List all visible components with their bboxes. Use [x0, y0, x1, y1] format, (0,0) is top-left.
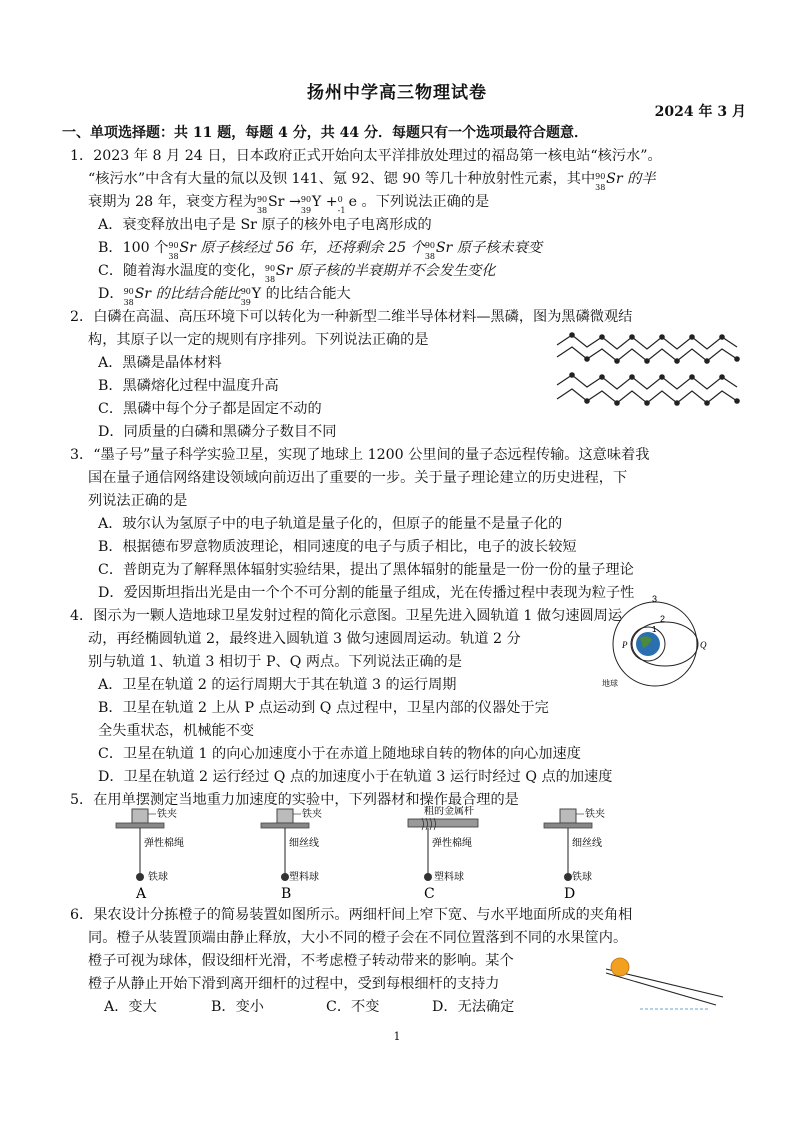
point-p-label: P [622, 640, 628, 650]
c-ball-label: 塑料球 [434, 872, 464, 883]
q6-option-a: A．变大 [104, 999, 157, 1015]
point-q-label: Q [700, 640, 707, 650]
q2-option-c: C．黑磷中每个分子都是固定不动的 [98, 401, 322, 417]
q1-option-c: C．随着海水温度的变化， 90 38 Sr 原子核的半衰期并不会发生变化 [98, 263, 496, 284]
orbit2-label: 2 [660, 614, 666, 624]
q3-option-c: C．普朗克为了解释黑体辐射实验结果，提出了黑体辐射的能量是一份一份的量子理论 [98, 562, 634, 578]
q4-option-b-cont: 全失重状态，机械能不变 [98, 723, 255, 739]
q4-option-d: D．卫星在轨道 2 运行经过 Q 点的加速度小于在轨道 3 运行时经过 Q 点的加速度 [98, 769, 613, 785]
pendulum-d [544, 807, 605, 902]
q2-option-d: D．同质量的白磷和黑磷分子数目不同 [98, 424, 337, 440]
q6-option-b: B．变小 [211, 999, 264, 1015]
satellite-orbit-figure [600, 592, 725, 692]
c-rod-label: 粗的金属杆 [424, 806, 474, 817]
pendulum-a [116, 807, 184, 902]
q3-option-b: B．根据德布罗意物质波理论，相同速度的电子与质子相比，电子的波长较短 [98, 539, 577, 555]
q3-option-a: A．玻尔认为氢原子中的电子轨道是量子化的，但原子的能量不是量子化的 [98, 516, 563, 532]
pendulum-options-figure [110, 806, 630, 906]
orbit1-label: 1 [652, 625, 657, 634]
q5-line1: 5．在用单摆测定当地重力加速度的实验中，下列器材和操作最合理的是 [70, 792, 519, 808]
orbit3-label: 3 [652, 594, 658, 604]
b-string-label: 细丝线 [289, 838, 319, 849]
orange-icon [611, 958, 629, 976]
a-clamp-label: 铁夹 [157, 809, 177, 820]
d-clamp-label: 铁夹 [585, 809, 605, 820]
q1-option-b: B．100 个 90 38 Sr 原子核经过 56 年，还将剩余 25 个 90 38 Sr 原子核未衰变 [98, 240, 542, 261]
q2-option-a: A．黑磷是晶体材料 [98, 355, 222, 371]
q2-line2: 构，其原子以一定的规则有序排列。下列说法正确的是 [88, 332, 429, 348]
section-heading: 一、单项选择题：共 11 题，每题 4 分，共 44 分．每题只有一个选项最符合题意． [62, 125, 588, 141]
q3-line1: 3．“墨子号”量子科学实验卫星，实现了地球上 1200 公里间的量子态远程传输。这意味着我 [70, 447, 650, 463]
b-ball-label: 塑料球 [289, 872, 319, 883]
exam-date: 2024 年 3 月 [654, 104, 746, 120]
q6-option-c: C．不变 [326, 999, 380, 1015]
q3-line3: 列说法正确的是 [88, 493, 188, 509]
q4-option-c: C．卫星在轨道 1 的向心加速度小于在赤道上随地球自转的物体的向心加速度 [98, 746, 581, 762]
q6-line2: 同。橙子从装置顶端由静止释放，大小不同的橙子会在不同位置落到不同的水果筐内。 [88, 930, 628, 946]
q6-line3: 橙子可视为球体，假设细杆光滑，不考虑橙子转动带来的影响。某个 [88, 953, 514, 969]
q4-option-b: B．卫星在轨道 2 上从 P 点运动到 Q 点过程中，卫星内部的仪器处于完 [98, 700, 549, 716]
d-caption: D [564, 886, 576, 902]
pendulum-c [408, 806, 478, 902]
q1-option-d: D． 90 38 Sr 的比结合能比 90 39 Y 的比结合能大 [98, 286, 351, 307]
b-caption: B [281, 886, 292, 902]
orange-sorter-figure [598, 955, 730, 1015]
q2-line1: 2．白磷在高温、高压环境下可以转化为一种新型二维半导体材料—黑磷，图为黑磷微观结 [70, 309, 633, 325]
q1-line2: “核污水”中含有大量的氚以及钡 141、氪 92、锶 90 等几十种放射性元素，其中 90 38 Sr 的半 [88, 171, 656, 192]
q4-option-a: A．卫星在轨道 2 的运行周期大于其在轨道 3 的运行周期 [98, 677, 457, 693]
page-number: 1 [393, 1030, 401, 1043]
a-ball-label: 铁球 [148, 872, 168, 883]
q4-line3: 别与轨道 1、轨道 3 相切于 P、Q 两点。下列说法正确的是 [88, 654, 462, 670]
page-title: 扬州中学高三物理试卷 [307, 83, 487, 103]
q4-line1: 4．图示为一颗人造地球卫星发射过程的简化示意图。卫星先进入圆轨道 1 做匀速圆周运 [70, 608, 623, 624]
pendulum-b [261, 807, 322, 902]
q6-option-d: D．无法确定 [432, 999, 515, 1015]
d-ball-label: 铁球 [572, 872, 592, 883]
a-caption: A [136, 886, 147, 902]
q1-option-a: A．衰变释放出电子是 Sr 原子的核外电子电离形成的 [98, 217, 432, 233]
q1-line3: 衰期为 28 年，衰变方程为 90 38 Sr → 90 39 Y + 0 -1 e 。下列说法正确的是 [88, 194, 490, 215]
a-string-label: 弹性棉绳 [144, 838, 184, 849]
c-caption: C [424, 886, 435, 902]
d-string-label: 细丝线 [572, 838, 602, 849]
q6-line1: 6．果农设计分拣橙子的简易装置如图所示。两细杆间上窄下宽、与水平地面所成的夹角相 [70, 907, 633, 923]
black-phosphorus-structure-figure [552, 325, 742, 417]
c-string-label: 弹性棉绳 [432, 838, 472, 849]
q3-option-d: D．爱因斯坦指出光是由一个个不可分割的能量子组成，光在传播过程中表现为粒子性 [98, 585, 635, 601]
q6-line4: 橙子从静止开始下滑到离开细杆的过程中，受到每根细杆的支持力 [88, 976, 500, 992]
q1-line1: 1．2023 年 8 月 24 日，日本政府正式开始向太平洋排放处理过的福岛第一核电站“核污水”。 [70, 148, 662, 164]
b-clamp-label: 铁夹 [302, 809, 322, 820]
earth-label: 地球 [602, 679, 618, 688]
q2-option-b: B．黑磷熔化过程中温度升高 [98, 378, 279, 394]
q4-line2: 动，再经椭圆轨道 2，最终进入圆轨道 3 做匀速圆周运动。轨道 2 分 [88, 631, 521, 647]
q3-line2: 国在量子通信网络建设领域向前迈出了重要的一步。关于量子理论建立的历史进程，下 [88, 470, 628, 486]
